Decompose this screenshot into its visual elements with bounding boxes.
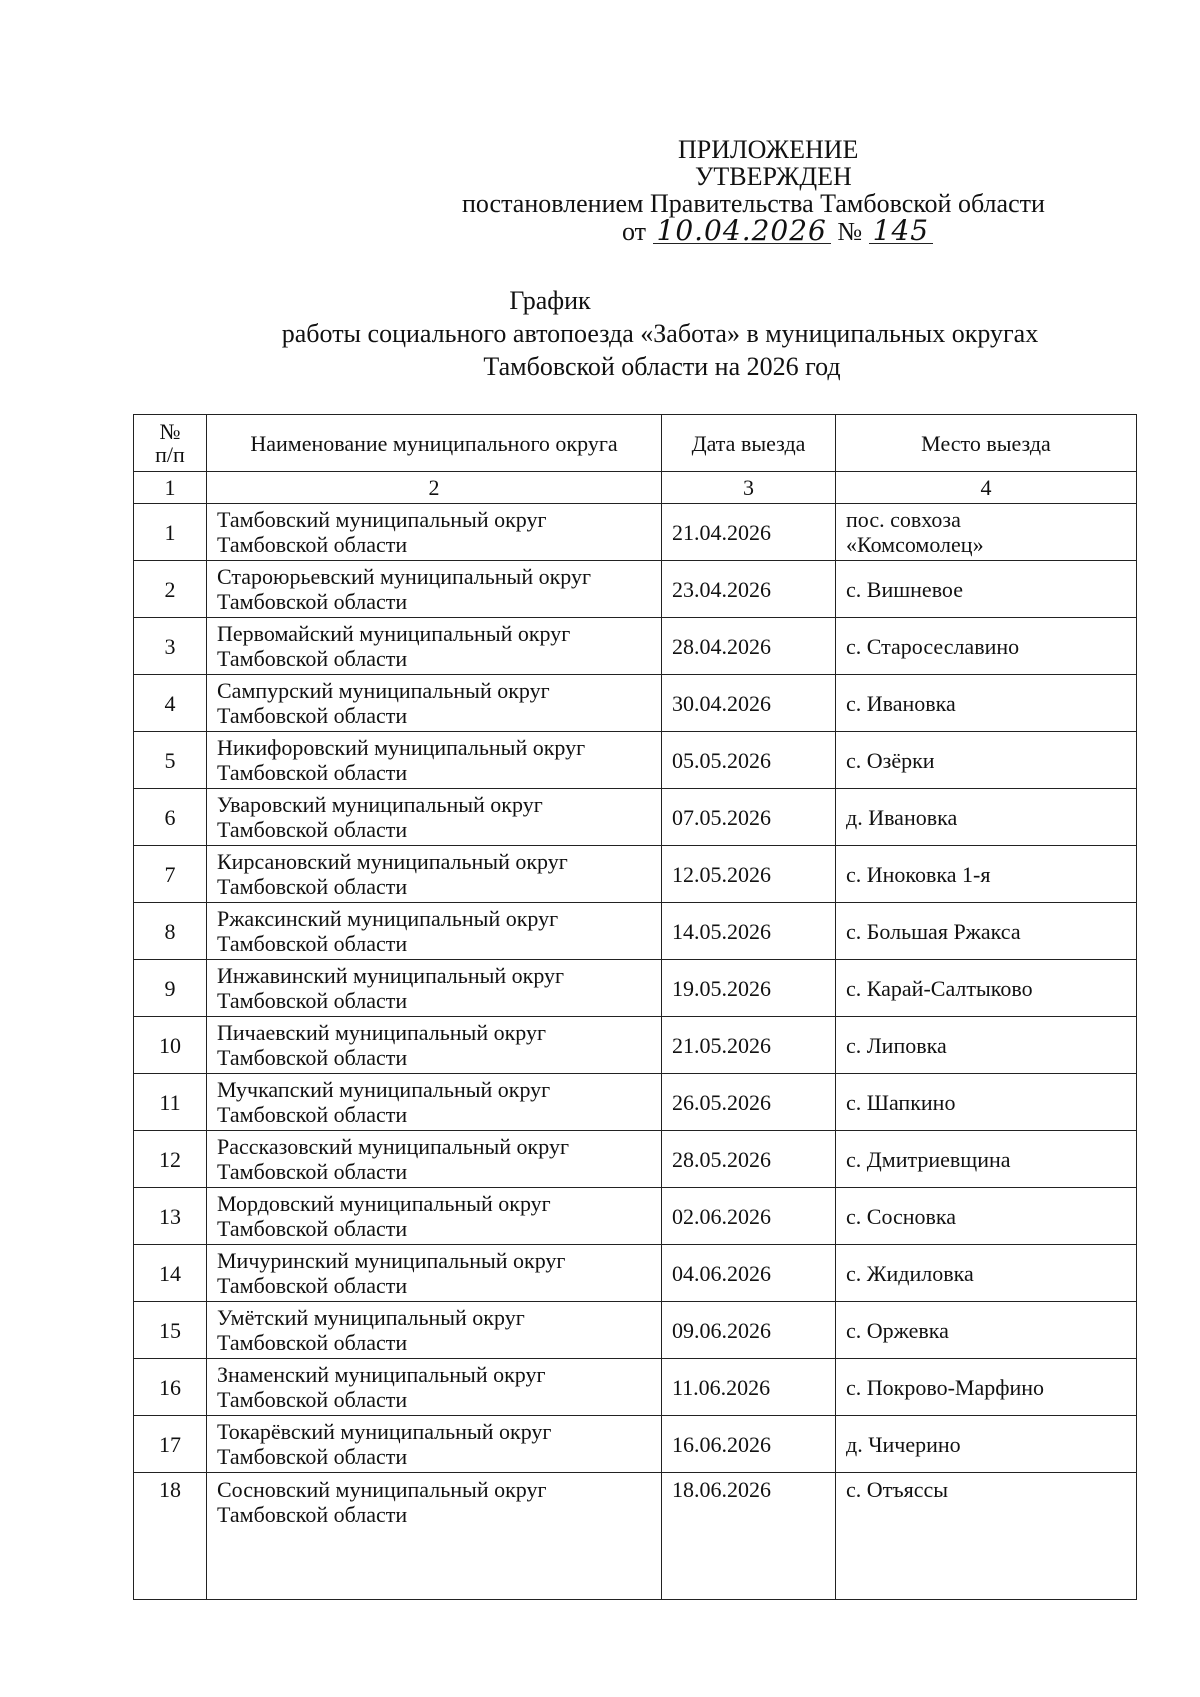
district-region: Тамбовской области [217, 1216, 408, 1241]
row-number: 5 [134, 732, 207, 789]
district-cell [207, 1131, 662, 1188]
table-body [134, 504, 1137, 1600]
table-row [134, 1188, 1137, 1245]
row-number: 13 [134, 1188, 207, 1245]
table-header-row [134, 415, 1137, 472]
row-number: 4 [134, 675, 207, 732]
departure-place: с. Отъяссы [836, 1473, 1137, 1600]
district-region: Тамбовской области [217, 817, 408, 842]
column-number: 2 [207, 472, 662, 504]
district-name: Пичаевский муниципальный округ [217, 1020, 547, 1045]
departure-place: с. Липовка [836, 1017, 1137, 1074]
header-date: Дата выезда [662, 415, 836, 472]
row-number: 2 [134, 561, 207, 618]
table-row [134, 1017, 1137, 1074]
table-row [134, 732, 1137, 789]
departure-place: с. Дмитриевщина [836, 1131, 1137, 1188]
departure-date: 30.04.2026 [662, 675, 836, 732]
row-number: 17 [134, 1416, 207, 1473]
column-number: 4 [836, 472, 1137, 504]
number-sign: № [837, 217, 863, 246]
departure-place: с. Большая Ржакса [836, 903, 1137, 960]
header-place: Место выезда [836, 415, 1137, 472]
departure-place: с. Сосновка [836, 1188, 1137, 1245]
table-row [134, 1245, 1137, 1302]
district-name: Тамбовский муниципальный округ [217, 507, 547, 532]
district-region: Тамбовской области [217, 646, 408, 671]
handwritten-date: 10.04.2026 [653, 219, 831, 244]
district-cell [207, 1416, 662, 1473]
district-cell [207, 561, 662, 618]
district-region: Тамбовской области [217, 874, 408, 899]
departure-place: с. Старосеславино [836, 618, 1137, 675]
row-number: 7 [134, 846, 207, 903]
header-district: Наименование муниципального округа [207, 415, 662, 472]
row-number: 3 [134, 618, 207, 675]
table-row [134, 1416, 1137, 1473]
district-name: Уваровский муниципальный округ [217, 792, 543, 817]
table-row [134, 1074, 1137, 1131]
row-number: 1 [134, 504, 207, 561]
district-region: Тамбовской области [217, 1273, 408, 1298]
district-name: Инжавинский муниципальный округ [217, 963, 565, 988]
district-region: Тамбовской области [217, 589, 408, 614]
departure-date: 19.05.2026 [662, 960, 836, 1017]
district-cell [207, 1302, 662, 1359]
handwritten-number: 145 [869, 219, 933, 244]
column-number: 3 [662, 472, 836, 504]
approved-label: УТВЕРЖДЕН [695, 162, 852, 191]
district-cell [207, 1473, 662, 1600]
departure-place-line: «Комсомолец» [846, 532, 984, 557]
district-name: Староюрьевский муниципальный округ [217, 564, 592, 589]
title-subtitle: работы социального автопоезда «Забота» в муниципальных округах [281, 319, 1039, 348]
district-region: Тамбовской области [217, 1045, 408, 1070]
district-region: Тамбовской области [217, 1444, 408, 1469]
district-cell [207, 1017, 662, 1074]
date-prefix: от [622, 217, 647, 246]
district-region: Тамбовской области [217, 1387, 408, 1412]
departure-place: д. Ивановка [836, 789, 1137, 846]
departure-place [836, 504, 1137, 561]
approval-header [462, 136, 1112, 245]
departure-date: 21.04.2026 [662, 504, 836, 561]
district-region: Тамбовской области [217, 703, 408, 728]
district-region: Тамбовской области [217, 988, 408, 1013]
district-cell [207, 504, 662, 561]
district-name: Кирсановский муниципальный округ [217, 849, 568, 874]
departure-date: 12.05.2026 [662, 846, 836, 903]
district-cell [207, 1245, 662, 1302]
table-row [134, 789, 1137, 846]
district-name: Сосновский муниципальный округ [217, 1477, 547, 1502]
departure-place: с. Оржевка [836, 1302, 1137, 1359]
district-name: Рассказовский муниципальный округ [217, 1134, 569, 1159]
departure-date: 11.06.2026 [662, 1359, 836, 1416]
district-region: Тамбовской области [217, 532, 408, 557]
table-row [134, 1302, 1137, 1359]
departure-date: 28.04.2026 [662, 618, 836, 675]
table-row [134, 1359, 1137, 1416]
table-row [134, 1473, 1137, 1600]
departure-place: с. Иноковка 1-я [836, 846, 1137, 903]
district-cell [207, 960, 662, 1017]
departure-place-line: пос. совхоза [846, 507, 961, 532]
departure-place: с. Озёрки [836, 732, 1137, 789]
district-cell [207, 789, 662, 846]
district-region: Тамбовской области [217, 760, 408, 785]
departure-date: 16.06.2026 [662, 1416, 836, 1473]
table-row [134, 675, 1137, 732]
district-name: Мордовский муниципальный округ [217, 1191, 551, 1216]
departure-date: 28.05.2026 [662, 1131, 836, 1188]
title-schedule: График [509, 286, 591, 315]
table-row [134, 960, 1137, 1017]
departure-date: 14.05.2026 [662, 903, 836, 960]
district-name: Ржаксинский муниципальный округ [217, 906, 559, 931]
district-name: Первомайский муниципальный округ [217, 621, 571, 646]
table-row [134, 903, 1137, 960]
departure-date: 18.06.2026 [662, 1473, 836, 1600]
district-region: Тамбовской области [217, 931, 408, 956]
resolution-label: постановлением Правительства Тамбовской области [462, 189, 1045, 218]
row-number: 15 [134, 1302, 207, 1359]
row-number: 10 [134, 1017, 207, 1074]
row-number: 9 [134, 960, 207, 1017]
document-title [0, 284, 1200, 383]
column-number-row [134, 472, 1137, 504]
departure-date: 09.06.2026 [662, 1302, 836, 1359]
departure-date: 23.04.2026 [662, 561, 836, 618]
header-num-text: № п/п [155, 419, 185, 467]
departure-place: с. Вишневое [836, 561, 1137, 618]
schedule-table [133, 414, 1137, 1600]
departure-place: с. Жидиловка [836, 1245, 1137, 1302]
header-num [134, 415, 207, 472]
district-cell [207, 903, 662, 960]
district-cell [207, 618, 662, 675]
district-cell [207, 732, 662, 789]
district-name: Умётский муниципальный округ [217, 1305, 525, 1330]
table-row [134, 1131, 1137, 1188]
district-name: Мучкапский муниципальный округ [217, 1077, 551, 1102]
district-name: Никифоровский муниципальный округ [217, 735, 586, 760]
title-year: Тамбовской области на 2026 год [483, 352, 841, 381]
departure-place: с. Карай-Салтыково [836, 960, 1137, 1017]
departure-date: 04.06.2026 [662, 1245, 836, 1302]
appendix-label: ПРИЛОЖЕНИЕ [678, 135, 859, 164]
row-number: 18 [134, 1473, 207, 1600]
district-cell [207, 675, 662, 732]
resolution-date-number [622, 214, 1200, 247]
column-number: 1 [134, 472, 207, 504]
district-name: Сампурский муниципальный округ [217, 678, 550, 703]
district-name: Знаменский муниципальный округ [217, 1362, 546, 1387]
district-region: Тамбовской области [217, 1102, 408, 1127]
departure-place: с. Шапкино [836, 1074, 1137, 1131]
departure-place: с. Покрово-Марфино [836, 1359, 1137, 1416]
departure-date: 21.05.2026 [662, 1017, 836, 1074]
row-number: 14 [134, 1245, 207, 1302]
departure-place: д. Чичерино [836, 1416, 1137, 1473]
district-region: Тамбовской области [217, 1159, 408, 1184]
departure-date: 05.05.2026 [662, 732, 836, 789]
departure-place: с. Ивановка [836, 675, 1137, 732]
row-number: 6 [134, 789, 207, 846]
row-number: 11 [134, 1074, 207, 1131]
row-number: 16 [134, 1359, 207, 1416]
departure-date: 07.05.2026 [662, 789, 836, 846]
table-row [134, 504, 1137, 561]
district-cell [207, 1188, 662, 1245]
row-number: 8 [134, 903, 207, 960]
district-cell [207, 846, 662, 903]
district-cell [207, 1074, 662, 1131]
district-region: Тамбовской области [217, 1502, 408, 1527]
departure-date: 02.06.2026 [662, 1188, 836, 1245]
district-name: Мичуринский муниципальный округ [217, 1248, 566, 1273]
table-row [134, 561, 1137, 618]
departure-date: 26.05.2026 [662, 1074, 836, 1131]
district-region: Тамбовской области [217, 1330, 408, 1355]
table-row [134, 618, 1137, 675]
table-row [134, 846, 1137, 903]
district-name: Токарёвский муниципальный округ [217, 1419, 552, 1444]
district-cell [207, 1359, 662, 1416]
row-number: 12 [134, 1131, 207, 1188]
